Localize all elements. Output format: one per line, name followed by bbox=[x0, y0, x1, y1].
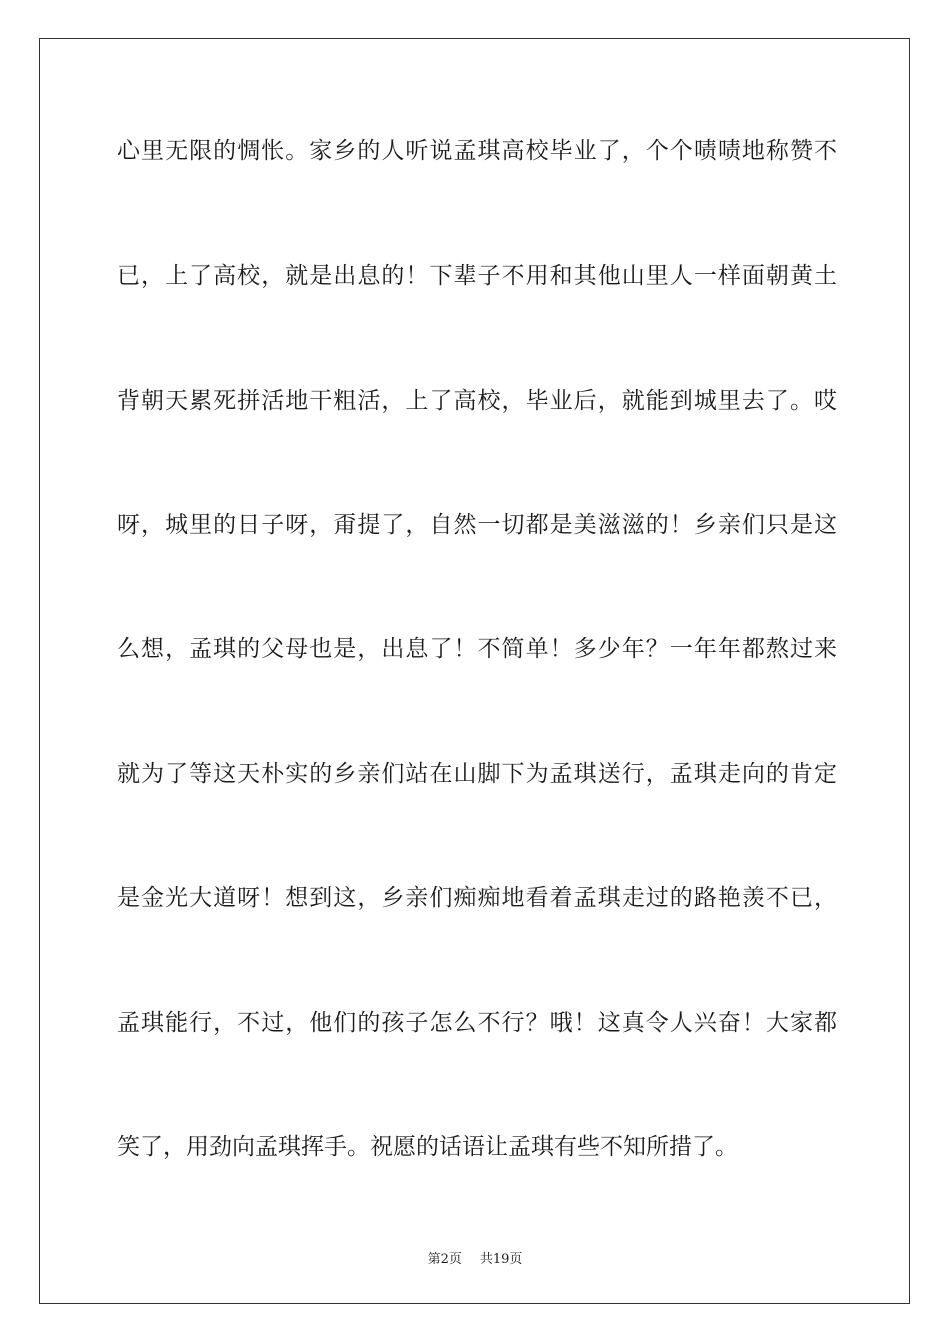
body-text-line-6: 就为了等这天朴实的乡亲们站在山脚下为孟琪送行，孟琪走向的肯定 bbox=[117, 761, 837, 787]
body-text-line-9: 笑了，用劲向孟琪挥手。祝愿的话语让孟琪有些不知所措了。 bbox=[117, 1134, 738, 1160]
body-text-line-5: 么想，孟琪的父母也是，出息了！不简单！多少年？一年年都熬过来 bbox=[117, 636, 837, 662]
page-border bbox=[39, 38, 910, 1304]
body-text-line-8: 孟琪能行，不过，他们的孩子怎么不行？哦！这真令人兴奋！大家都 bbox=[117, 1010, 837, 1036]
body-text-line-4: 呀，城里的日子呀，甭提了，自然一切都是美滋滋的！乡亲们只是这 bbox=[117, 512, 837, 538]
body-text-line-2: 已，上了高校，就是出息的！下辈子不用和其他山里人一样面朝黄土 bbox=[117, 263, 837, 289]
body-text-line-1: 心里无限的惆怅。家乡的人听说孟琪高校毕业了，个个啧啧地称赞不 bbox=[117, 138, 837, 164]
body-text-line-7: 是金光大道呀！想到这，乡亲们痴痴地看着孟琪走过的路艳羡不已， bbox=[117, 885, 837, 911]
total-pages: 共19页 bbox=[479, 1252, 523, 1267]
body-text-line-3: 背朝天累死拼活地干粗活，上了高校，毕业后，就能到城里去了。哎 bbox=[117, 388, 837, 414]
page-footer bbox=[0, 1248, 950, 1267]
page-number: 第2页 bbox=[427, 1252, 462, 1267]
